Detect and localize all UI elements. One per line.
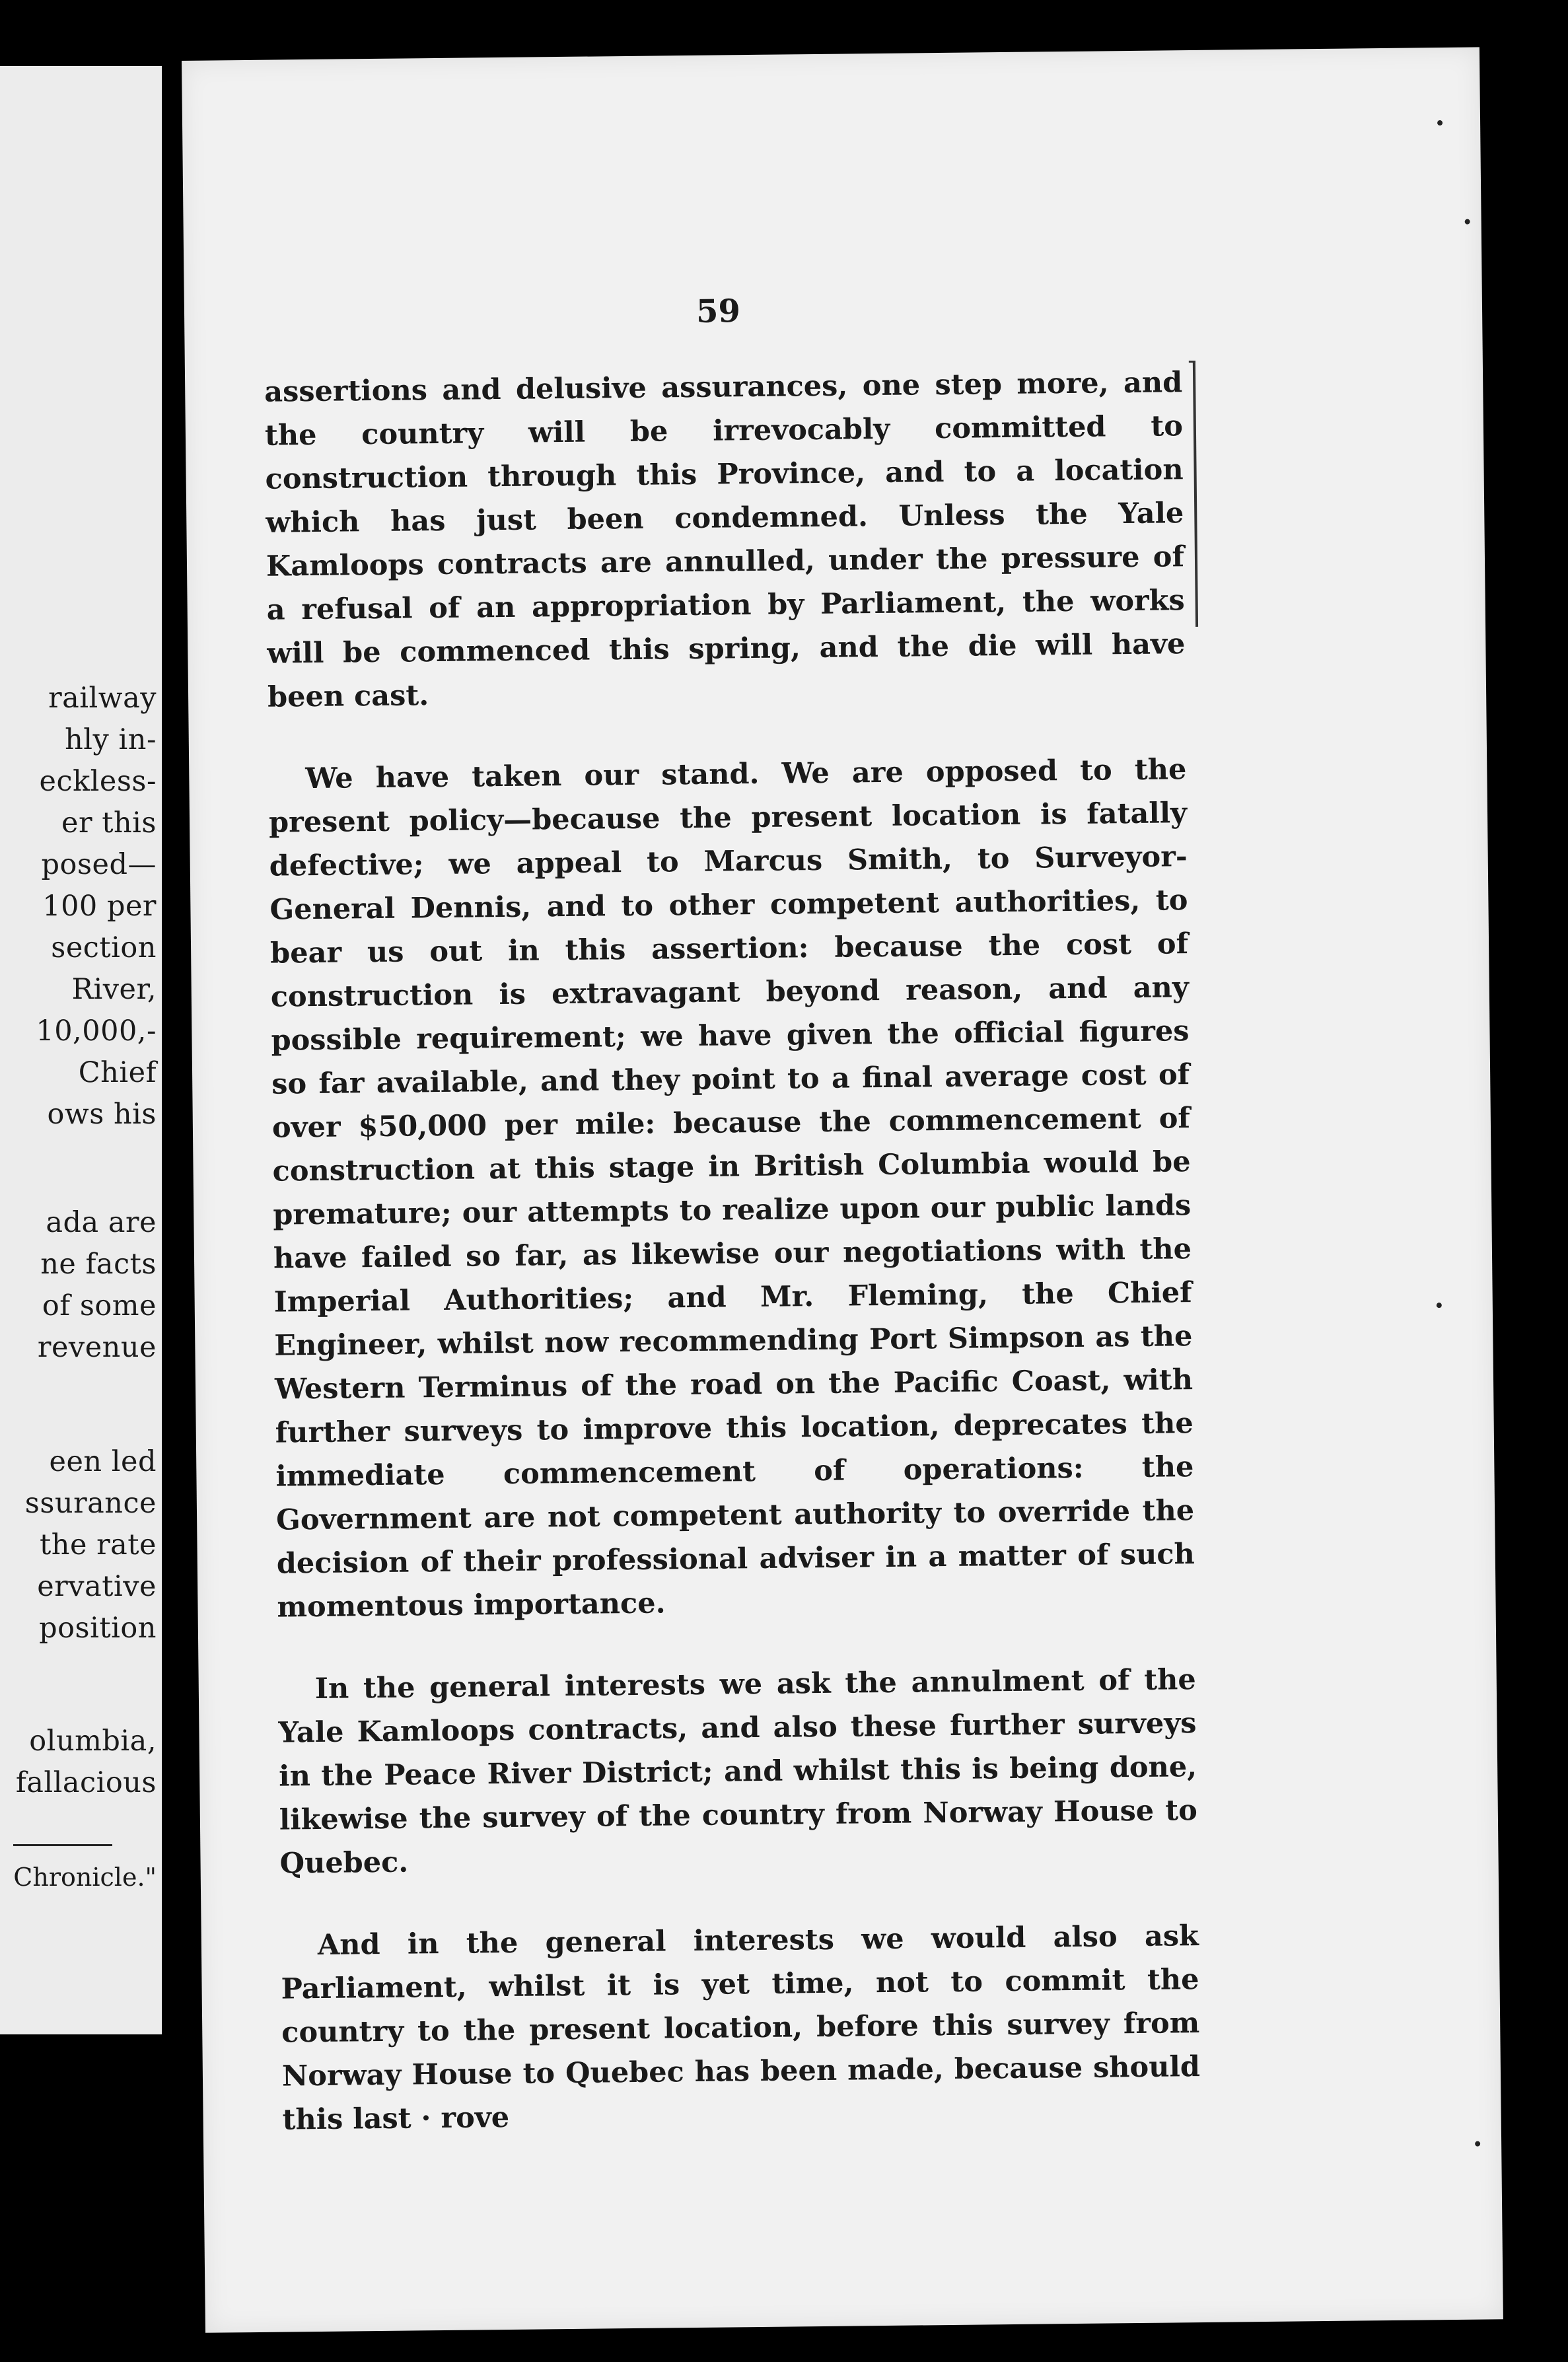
previous-page-line: revenue	[37, 1331, 157, 1364]
previous-page-line: een led	[49, 1445, 157, 1478]
previous-page-line: 10,000,-	[36, 1015, 157, 1048]
page-59	[182, 47, 1503, 2332]
paragraph-3	[277, 1658, 1197, 1886]
previous-page-line: of some	[42, 1289, 157, 1322]
paragraph-3-text: In the general interests we ask the annulment of the Yale Kamloops contracts, and also these further surveys in the Peace River District; and whilst this is being done, likewise the survey of the country from Norway House to Quebec.	[278, 1663, 1198, 1880]
page-number: 59	[695, 293, 741, 330]
ink-speck	[1465, 219, 1470, 225]
previous-page-line: 100 per	[42, 890, 157, 923]
previous-page-line: hly in-	[65, 723, 157, 756]
previous-page-line: ows his	[47, 1098, 157, 1131]
previous-page-line: Chief	[78, 1056, 157, 1089]
margin-bracket-mark	[1189, 361, 1198, 627]
previous-page-line: eckless-	[39, 765, 157, 798]
paragraph-2-text: We have taken our stand. We are opposed to the present policy—because the present location is fatally defective; we appeal to Marcus Smith, to Surveyor-General Dennis, and to other competent authorities, to bear us out in this assertion: because the cost of construction is extravagant beyond reason, and any possible requirement; we have given the official figures so far available, and they point to a final average cost of over $50,000 per mile: because the commencement of construction at this stage in British Columbia would be premature; our attempts to realize upon our public lands have failed so far, as likewise our negotiations with the Imperial Authorities; and Mr. Fleming, the Chief Engineer, whilst now recommending Port Simpson as the Western Terminus of the road on the Pacific Coast, with further surveys to improve this location, deprecates the immediate commencement of operations: the Government are not competent authority to override the decision of their professional adviser in a matter of such momentous importance.	[268, 753, 1195, 1624]
previous-page-line: posed—	[41, 848, 157, 881]
paragraph-2	[268, 748, 1195, 1629]
previous-page-line: position	[39, 1612, 157, 1645]
source-credit: Chronicle."	[13, 1863, 157, 1892]
previous-page-line: ne facts	[40, 1248, 157, 1281]
previous-page-line: section	[51, 931, 157, 964]
ink-speck	[1437, 1303, 1442, 1308]
previous-page-line: er this	[61, 806, 157, 840]
ink-speck	[1437, 120, 1443, 125]
previous-page-line: railway	[48, 682, 157, 715]
page-body	[264, 361, 1201, 2141]
previous-page-line: ada are	[46, 1206, 157, 1239]
previous-page-line: River,	[71, 973, 157, 1006]
footnote-rule	[13, 1844, 112, 1846]
previous-page-line: olumbia,	[29, 1725, 157, 1758]
previous-page-fragment	[0, 66, 162, 2034]
previous-page-line: ervative	[37, 1570, 157, 1603]
previous-page-line: ssurance	[24, 1487, 157, 1520]
previous-page-line: the rate	[39, 1528, 157, 1561]
paragraph-4	[281, 1914, 1201, 2142]
paragraph-1: assertions and delusive assurances, one step more, and the country will be irrevocably committed to construction through this Province, and to a location which has just been condemned. Unless the Yale Kamloops contracts are annulled, under the pressure of a refusal of an appropriation by Parliament, the works will be commenced this spring, and the die will have been cast.	[264, 366, 1186, 714]
ink-speck	[1475, 2141, 1480, 2147]
previous-page-line: fallacious	[15, 1766, 157, 1799]
paragraph-4-text: And in the general interests we would also ask Parliament, whilst it is yet time, not to commit the country to the present location, before this survey from Norway House to Quebec has been made, because should this last · rove	[281, 1919, 1201, 2137]
